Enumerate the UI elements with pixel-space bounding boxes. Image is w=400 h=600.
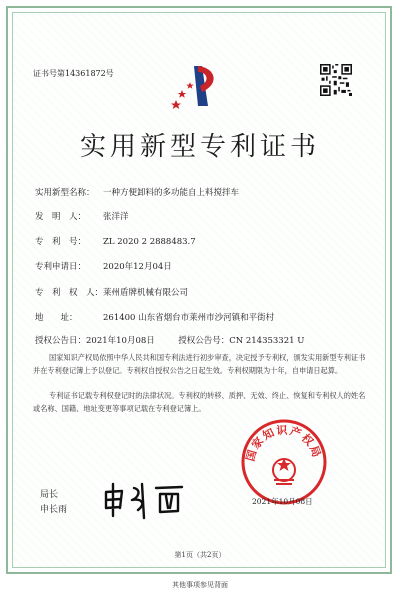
field-patent-no: 专 利 号： ZL 2020 2 2888483.7 xyxy=(35,237,196,247)
field-address: 地 址： 261400 山东省烟台市莱州市沙河镇和平街村 xyxy=(35,313,275,323)
field-holder: 专 利 权 人：莱州盾牌机械有限公司 xyxy=(35,288,189,298)
bottom-note: 其他事项参见背面 xyxy=(172,581,228,589)
qr-code-icon[interactable] xyxy=(320,64,352,96)
seal-date: 2021年10月08日 xyxy=(252,497,313,506)
field-apply-date: 专利申请日： 2020年12月04日 xyxy=(35,262,172,272)
patent-logo-icon xyxy=(168,62,228,114)
paragraph-1: 国家知识产权局依照中华人民共和国专利法进行初步审查，决定授予专利权，颁发实用新型专利证书并在专利登记簿上予以登记。专利权自授权公告之日起生效。专利权期限为十年，自申请日起算。 xyxy=(33,353,366,375)
field-grant: 授权公告日：2021年10月08日 授权公告号：CN 214353321 U xyxy=(35,336,305,346)
signature-title: 局长 xyxy=(40,490,59,500)
field-inventor: 发 明 人： 张洋洋 xyxy=(35,212,129,222)
svg-text:国家知识产权局 xyxy=(243,423,324,463)
seal-text: 国家知识产权局 xyxy=(243,423,324,463)
official-seal-icon xyxy=(240,418,328,506)
certificate-number: 证书号第14361872号 xyxy=(33,69,114,78)
handwritten-signature xyxy=(98,478,194,520)
field-name: 实用新型名称： 一种方便卸料的多功能自上料搅拌车 xyxy=(35,188,240,198)
paragraph-2: 专利证书记载专利权登记时的法律状况。专利权的转移、质押、无效、终止、恢复和专利权人的姓名或名称、国籍、地址变更等事项记载在专利登记簿上。 xyxy=(33,391,366,413)
page-title: 实用新型专利证书 xyxy=(79,132,320,162)
signature-name: 申长雨 xyxy=(40,505,68,515)
page-footer: 第1页（共2页） xyxy=(174,551,226,559)
